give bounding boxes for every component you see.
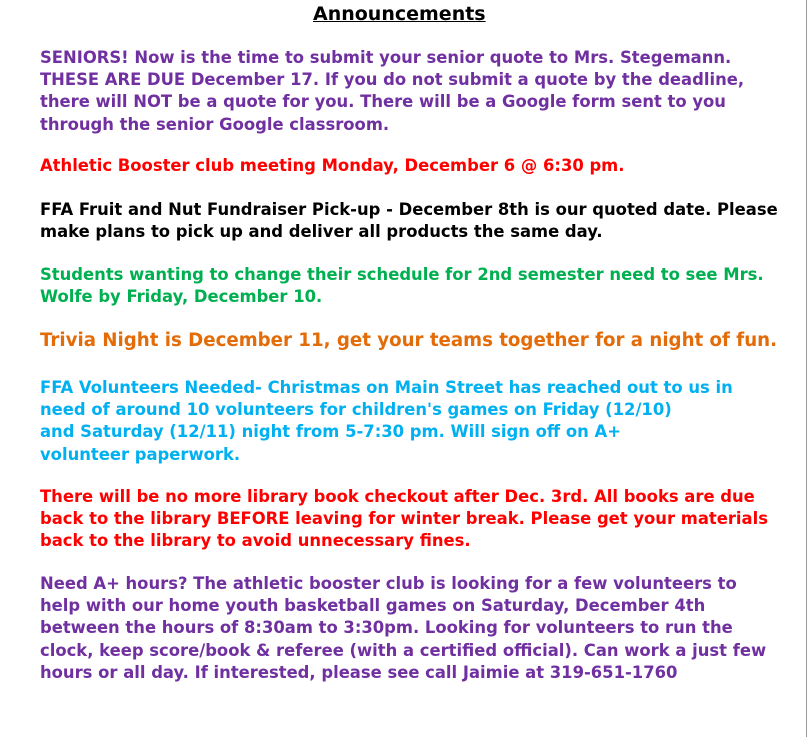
announcement-library — [40, 486, 768, 553]
announcement-aplus-hours — [40, 573, 766, 684]
announcement-line: hours or all day. If interested, please see call Jaimie at 319-651-1760 — [40, 662, 678, 682]
announcement-line: need of around 10 volunteers for children's games on Friday (12/10) — [40, 400, 672, 420]
announcement-ffa-fundraiser — [40, 199, 778, 243]
announcement-line: Students wanting to change their schedule for 2nd semester need to see Mrs. — [40, 265, 764, 284]
announcement-line: SENIORS! Now is the time to submit your senior quote to Mrs. Stegemann. — [40, 48, 732, 67]
announcement-line: THESE ARE DUE December 17. If you do not submit a quote by the deadline, — [40, 70, 745, 90]
announcement-line: Athletic Booster club meeting Monday, December 6 @ 6:30 pm. — [40, 156, 625, 175]
announcement-trivia-night — [40, 329, 777, 353]
announcement-line: back to the library BEFORE leaving for winter break. Please get your materials — [40, 509, 768, 529]
announcement-schedule-change — [40, 264, 764, 308]
announcement-ffa-volunteers — [40, 377, 733, 466]
announcement-line: clock, keep score/book & referee (with a certified official). Can work a just few — [40, 640, 767, 660]
announcement-senior-quote — [40, 47, 744, 136]
announcement-line: Trivia Night is December 11, get your teams together for a night of fun. — [40, 330, 778, 351]
page-title: Announcements — [313, 3, 486, 25]
announcement-line: between the hours of 8:30am to 3:30pm. Looking for volunteers to run the — [40, 618, 733, 638]
announcement-line: help with our home youth basketball games on Saturday, December 4th — [40, 596, 706, 616]
announcement-booster-meeting — [40, 155, 625, 177]
announcement-line: FFA Fruit and Nut Fundraiser Pick-up - December 8th is our quoted date. Please — [40, 200, 778, 219]
announcement-line: there will NOT be a quote for you. There will be a Google form sent to you — [40, 92, 726, 112]
announcement-line: through the senior Google classroom. — [40, 114, 390, 134]
announcement-line: make plans to pick up and deliver all products the same day. — [40, 222, 603, 242]
announcement-line: Need A+ hours? The athletic booster club is looking for a few volunteers to — [40, 574, 737, 593]
page-edge-divider — [806, 0, 807, 737]
announcement-line: volunteer paperwork. — [40, 444, 241, 464]
announcement-line: Wolfe by Friday, December 10. — [40, 287, 323, 307]
announcement-line: FFA Volunteers Needed- Christmas on Main Street has reached out to us in — [40, 378, 733, 397]
announcement-line: back to the library to avoid unnecessary fines. — [40, 531, 471, 551]
announcement-line: and Saturday (12/11) night from 5-7:30 pm. Will sign off on A+ — [40, 422, 621, 442]
announcement-line: There will be no more library book checkout after Dec. 3rd. All books are due — [40, 487, 755, 506]
